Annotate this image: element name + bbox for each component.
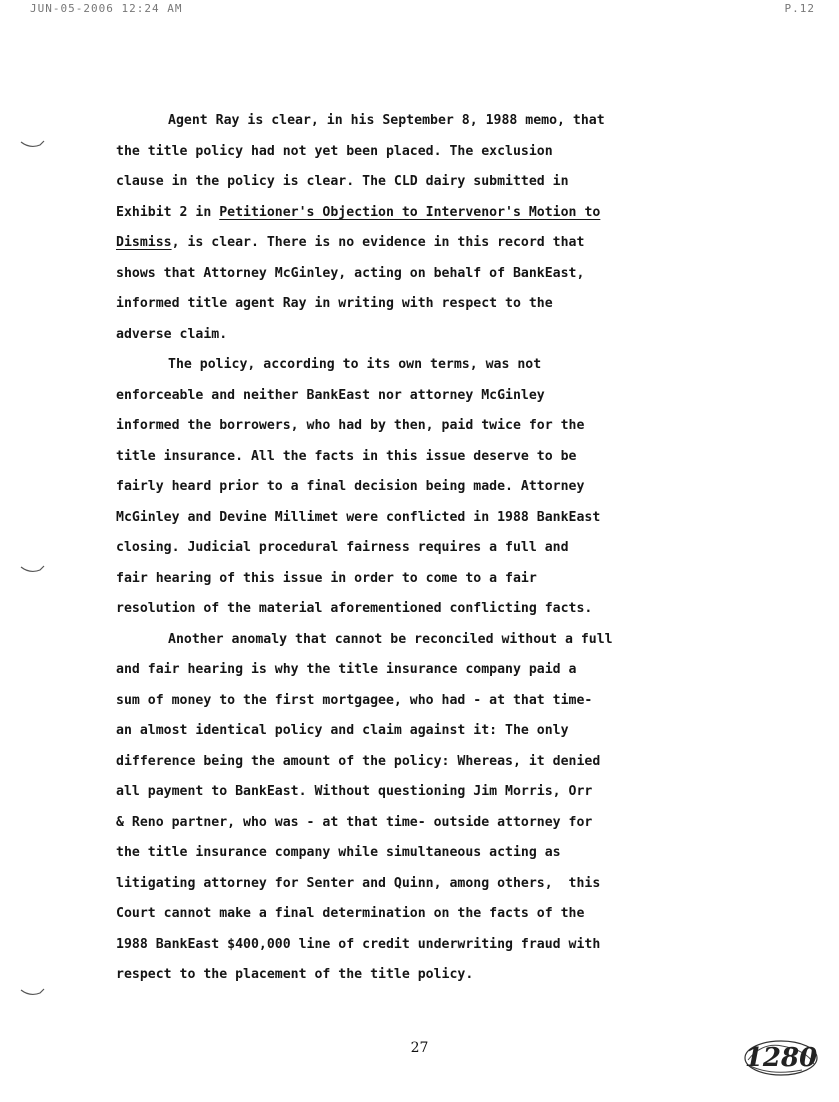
hole-punch-mark-icon — [20, 988, 46, 998]
fax-header-page: P.12 — [784, 2, 815, 15]
page-number: 27 — [410, 1040, 429, 1056]
text-line: fair hearing of this issue in order to come to a fair — [116, 570, 537, 586]
text-segment: Exhibit 2 in — [116, 204, 220, 220]
text-segment: , is clear. There is no evidence in this record that — [171, 235, 585, 250]
text-line: shows that Attorney McGinley, acting on behalf of BankEast, — [116, 265, 585, 281]
paragraph — [116, 106, 716, 350]
text-line: resolution of the material aforementioned conflicting facts. — [116, 601, 593, 616]
text-line: litigating attorney for Senter and Quinn, among others, this — [116, 875, 601, 891]
text-line: and fair hearing is why the title insurance company paid a — [116, 662, 577, 677]
text-line: McGinley and Devine Millimet were conflicted in 1988 BankEast — [116, 509, 601, 525]
text-line: closing. Judicial procedural fairness requires a full and — [116, 540, 569, 555]
text-line: sum of money to the first mortgagee, who had - at that time- — [116, 692, 593, 708]
text-line: Another anomaly that cannot be reconciled without a full — [168, 631, 613, 647]
text-line: the title policy had not yet been placed. The exclusion — [116, 143, 553, 159]
stamp-number: 1280 — [744, 1043, 818, 1073]
paragraph — [116, 625, 716, 991]
hole-punch-mark-icon — [20, 140, 46, 150]
text-line — [116, 198, 716, 229]
text-line: an almost identical policy and claim against it: The only — [116, 723, 569, 738]
text-line: Court cannot make a final determination on the facts of the — [116, 906, 585, 921]
text-line: 1988 BankEast $400,000 line of credit underwriting fraud with — [116, 936, 601, 952]
text-line: & Reno partner, who was - at that time- outside attorney for — [116, 814, 593, 830]
text-line: informed title agent Ray in writing with respect to the — [116, 296, 553, 311]
text-line: respect to the placement of the title policy. — [116, 967, 474, 982]
text-line: all payment to BankEast. Without questioning Jim Morris, Orr — [116, 784, 593, 799]
text-line: enforceable and neither BankEast nor attorney McGinley — [116, 387, 545, 403]
text-line: adverse claim. — [116, 326, 228, 342]
text-line — [116, 228, 716, 259]
underlined-citation: Petitioner's Objection to Intervenor's Motion to — [219, 204, 601, 220]
underlined-citation: Dismiss — [116, 235, 172, 250]
text-line: the title insurance company while simultaneous acting as — [116, 845, 561, 860]
text-line: fairly heard prior to a final decision being made. Attorney — [116, 479, 585, 494]
paragraph — [116, 350, 716, 625]
text-line: informed the borrowers, who had by then, paid twice for the — [116, 418, 585, 433]
document-body — [116, 106, 716, 991]
text-line: title insurance. All the facts in this issue deserve to be — [116, 448, 577, 464]
fax-header-date: JUN-05-2006 12:24 AM — [30, 2, 183, 15]
hole-punch-mark-icon — [20, 565, 46, 575]
bates-stamp — [742, 1036, 820, 1080]
text-line: difference being the amount of the policy: Whereas, it denied — [116, 753, 601, 769]
text-line: The policy, according to its own terms, was not — [168, 357, 542, 372]
text-line: clause in the policy is clear. The CLD dairy submitted in — [116, 174, 569, 189]
fax-header — [0, 2, 839, 16]
text-line: Agent Ray is clear, in his September 8, 1988 memo, that — [168, 113, 605, 128]
